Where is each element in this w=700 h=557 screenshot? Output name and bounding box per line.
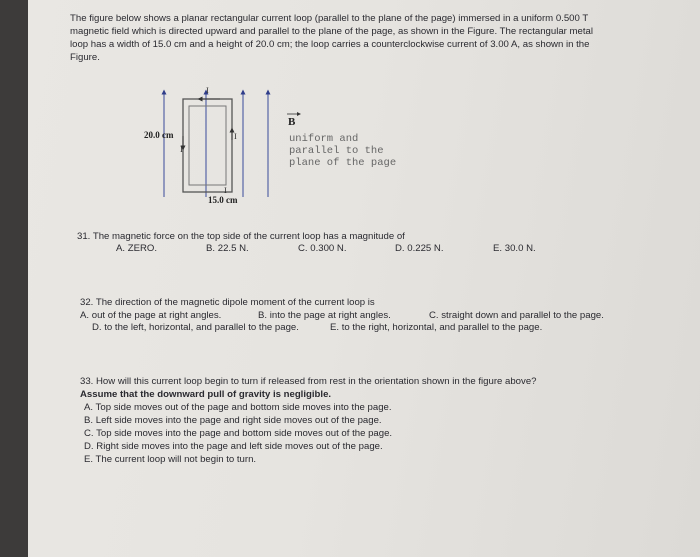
q33-option-a: A. Top side moves out of the page and bottom side moves into the page. [84,402,392,413]
q32-option-c: C. straight down and parallel to the page. [429,310,604,321]
height-label: 20.0 cm [144,130,174,140]
q31-option-e: E. 30.0 N. [493,243,536,254]
q32-option-b: B. into the page at right angles. [258,310,391,321]
intro-line-3: loop has a width of 15.0 cm and a height of 20.0 cm; the loop carries a counterclockwise current of 3.00 A, as shown in the [70,39,590,50]
q31-option-a: A. ZERO. [116,243,158,254]
q33-note: Assume that the downward pull of gravity is negligible. [80,389,332,400]
q32-option-d: D. to the left, horizontal, and parallel to the page. [92,322,299,333]
q31-option-b: B. 22.5 N. [206,243,249,254]
current-label-left: I [180,144,183,154]
intro-line-1: The figure below shows a planar rectangular current loop (parallel to the plane of the page) immersed in a uniform 0.500 T [70,13,589,24]
current-label-bottom: I [224,185,227,195]
q33-option-c: C. Top side moves into the page and bottom side moves out of the page. [84,428,393,439]
q33-option-e: E. The current loop will not begin to turn. [84,454,257,465]
q31-stem: 31. The magnetic force on the top side of the current loop has a magnitude of [77,231,405,242]
field-desc-line-1: uniform and [289,133,359,145]
width-label: 15.0 cm [208,195,238,205]
q33-option-b: B. Left side moves into the page and right side moves out of the page. [84,415,382,426]
q32-option-e: E. to the right, horizontal, and parallel to the page. [330,322,543,333]
q32-option-a: A. out of the page at right angles. [80,310,222,321]
intro-line-2: magnetic field which is directed upward and parallel to the plane of the page, as shown in the Figure. The rectangular metal [70,26,593,37]
field-desc-line-2: parallel to the [289,145,384,157]
field-symbol: B [288,116,296,128]
q31-option-c: C. 0.300 N. [298,243,347,254]
field-desc-line-3: plane of the page [289,157,397,169]
q31-option-d: D. 0.225 N. [395,243,444,254]
current-label-top: I [206,85,209,95]
loop-outer [183,99,232,192]
loop-inner [189,106,226,185]
q33-option-d: D. Right side moves into the page and left side moves out of the page. [84,441,383,452]
intro-line-4: Figure. [70,52,100,63]
current-label-right: I [234,131,237,141]
q32-stem: 32. The direction of the magnetic dipole moment of the current loop is [80,297,375,308]
q33-stem: 33. How will this current loop begin to turn if released from rest in the orientation shown in the figure above? [80,376,537,387]
